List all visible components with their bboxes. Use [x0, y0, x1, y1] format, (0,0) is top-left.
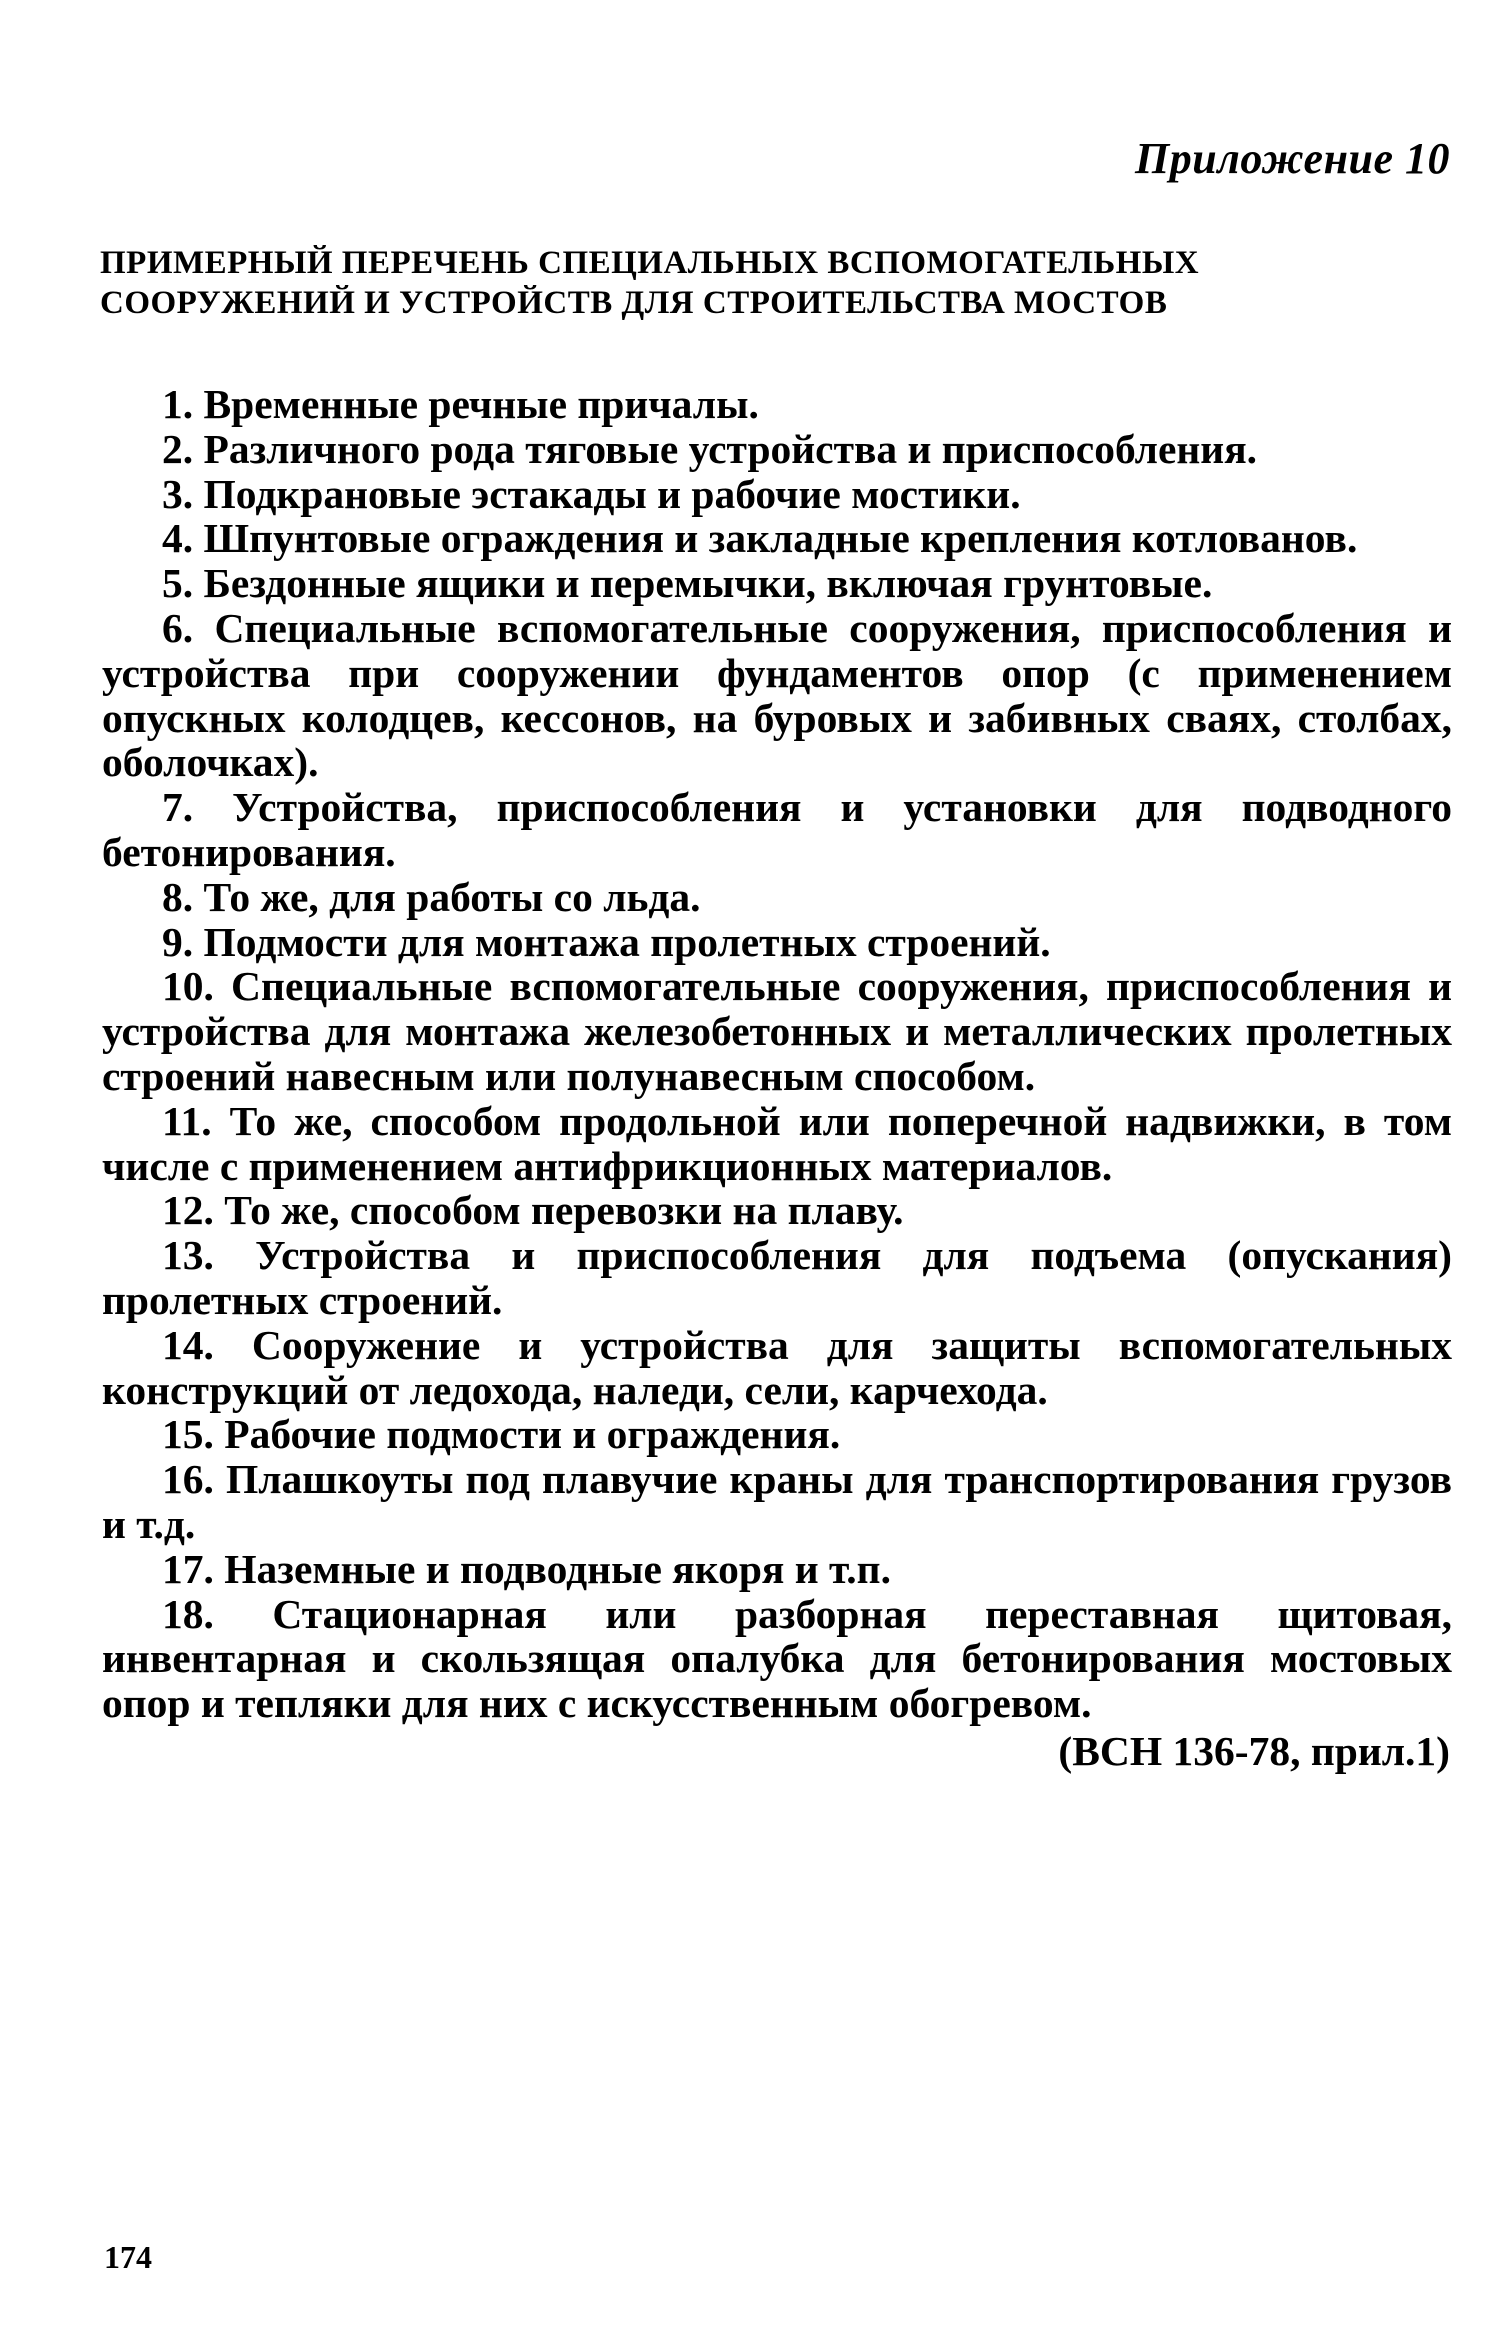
items-list: [102, 382, 1452, 1726]
document-title-line-1: ПРИМЕРНЫЙ ПЕРЕЧЕНЬ СПЕЦИАЛЬНЫХ ВСПОМОГАТЕЛЬНЫХ: [100, 245, 1200, 281]
document-title-line-2: СООРУЖЕНИЙ И УСТРОЙСТВ ДЛЯ СТРОИТЕЛЬСТВА МОСТОВ: [100, 285, 1168, 321]
page-number: 174: [104, 2239, 152, 2275]
list-item: 12. То же, способом перевозки на плаву.: [162, 1187, 904, 1234]
appendix-label: Приложение 10: [1135, 134, 1450, 183]
list-item: 7. Устройства, приспособления и установки для подводного бетонирования.: [102, 784, 1452, 875]
list-item: 16. Плашкоуты под плавучие краны для транспортирования грузов и т.д.: [102, 1456, 1452, 1547]
list-item: 5. Бездонные ящики и перемычки, включая грунтовые.: [162, 560, 1213, 607]
list-item: 9. Подмости для монтажа пролетных строений.: [162, 918, 1051, 965]
list-item: 15. Рабочие подмости и ограждения.: [162, 1411, 841, 1458]
source-reference: (ВСН 136-78, прил.1): [1058, 1728, 1450, 1774]
list-item: 4. Шпунтовые ограждения и закладные крепления котлованов.: [162, 515, 1358, 562]
list-item: 6. Специальные вспомогательные сооружения, приспособления и устройства при сооружении фундаментов опор (с применением опускных колодцев, кессонов, на буровых и забивных сваях, столбах, оболочках).: [102, 604, 1452, 786]
list-item: 3. Подкрановые эстакады и рабочие мостики.: [162, 470, 1021, 517]
list-item: 18. Стационарная или разборная переставная щитовая, инвентарная и скользящая опалубка для бетонирования мостовых опор и тепляки для них с искусственным обогревом.: [102, 1590, 1452, 1727]
list-item: 13. Устройства и приспособления для подъема (опускания) пролетных строений.: [102, 1232, 1452, 1323]
document-title: [100, 243, 1360, 323]
list-item: 17. Наземные и подводные якоря и т.п.: [162, 1545, 891, 1592]
list-item: 11. То же, способом продольной или поперечной надвижки, в том числе с применением антифрикционных материалов.: [102, 1097, 1452, 1189]
list-item: 1. Временные речные причалы.: [162, 381, 759, 427]
list-item: 14. Сооружение и устройства для защиты вспомогательных конструкций от ледохода, наледи, сели, карчехода.: [102, 1321, 1452, 1413]
list-item: 10. Специальные вспомогательные сооружения, приспособления и устройства для монтажа железобетонных и металлических пролетных строений навесным или полунавесным способом.: [102, 963, 1452, 1099]
list-item: 2. Различного рода тяговые устройства и приспособления.: [162, 425, 1258, 472]
list-item: 8. То же, для работы со льда.: [162, 873, 701, 920]
